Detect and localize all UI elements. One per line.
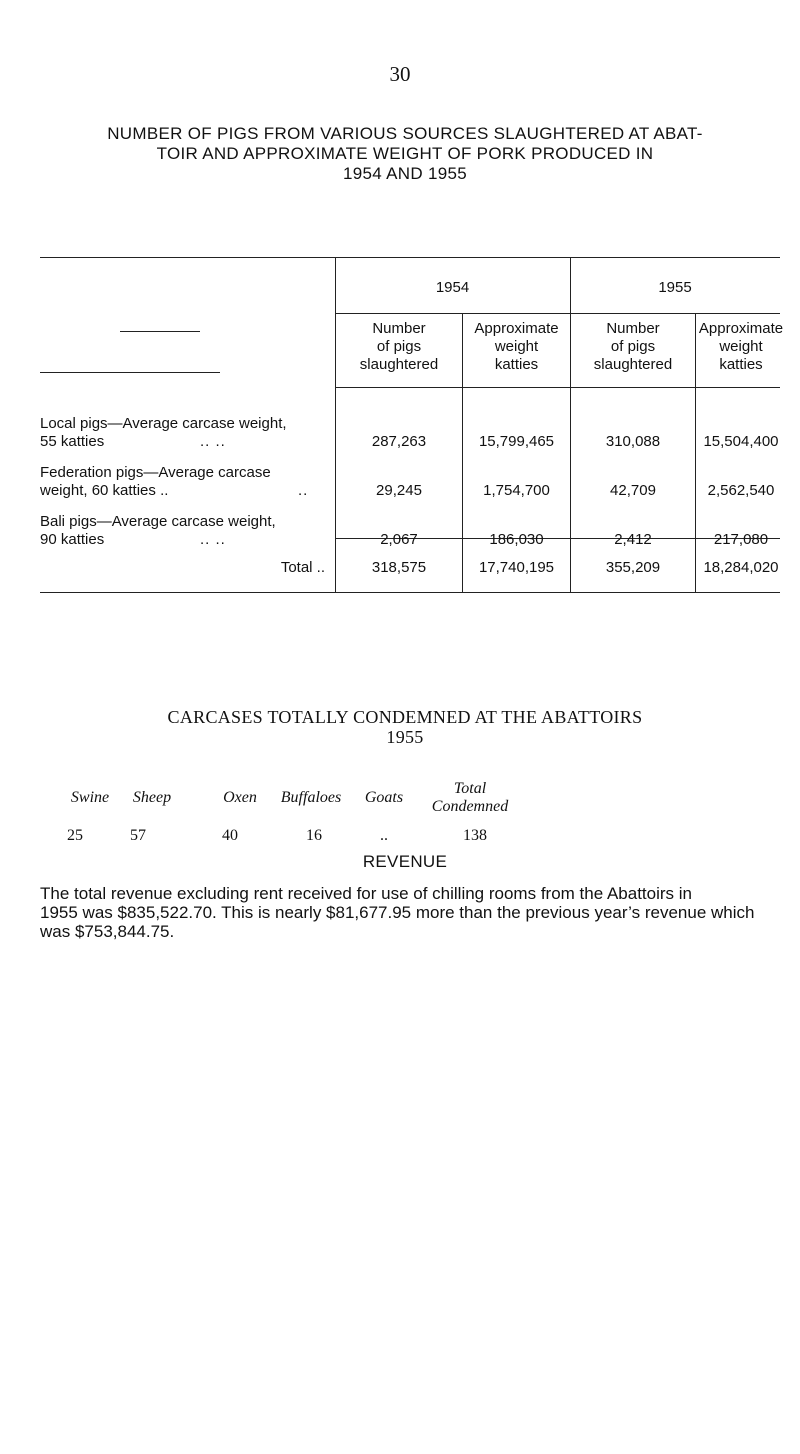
page-number: 30 (389, 62, 411, 86)
header-bottom-rule-left (40, 372, 220, 373)
condemned-table (0, 780, 800, 844)
col-header-weight-1954: Approximate weight katties (474, 320, 559, 373)
cell-total-weight-1955: 18,284,020 (703, 559, 779, 576)
title-line-2: TOIR AND APPROXIMATE WEIGHT OF PORK PRODUCED IN (156, 144, 654, 163)
cell-bali-weight-1954: 186,030 (489, 531, 544, 548)
revenue-title: REVENUE (362, 852, 448, 871)
cell-local-number-1954: 287,263 (371, 433, 427, 450)
title-line-1: NUMBER OF PIGS FROM VARIOUS SOURCES SLAUGHTERED AT ABAT- (107, 124, 703, 143)
total-label: Total .. (280, 559, 325, 576)
col-header-number-1954: Number of pigs slaughtered (359, 320, 439, 373)
header-sheep: Sheep (132, 789, 172, 806)
header-goats: Goats (364, 789, 404, 806)
cell-bali-weight-1955: 217,080 (713, 531, 769, 548)
year-1955: 1955 (658, 279, 692, 296)
value-buffaloes: 16 (306, 827, 322, 844)
revenue-paragraph (40, 884, 780, 941)
value-swine: 25 (67, 827, 83, 844)
cell-total-number-1954: 318,575 (371, 559, 427, 576)
header-swine: Swine (70, 789, 110, 806)
cell-federation-weight-1955: 2,562,540 (707, 482, 775, 499)
header-buffaloes: Buffaloes (280, 789, 342, 806)
cell-bali-number-1954: 2,067 (380, 531, 418, 548)
revenue-line-2: 1955 was $835,522.70. This is nearly $81,677.95 more than the previous year’s revenue which (40, 903, 755, 922)
header-left-rule (120, 331, 200, 332)
header-bottom-rule (335, 387, 780, 388)
cell-federation-number-1954: 29,245 (376, 482, 422, 499)
col-header-number-1955: Number of pigs slaughtered (593, 320, 673, 373)
header-condemned: Condemned (431, 798, 509, 815)
condemned-title-line-2: 1955 (386, 727, 424, 747)
cell-bali-number-1955: 2,412 (614, 531, 652, 548)
cell-federation-number-1955: 42,709 (610, 482, 656, 499)
pigs-table (40, 257, 784, 607)
row-label-federation-pigs: Federation pigs—Average carcase weight, 60 katties .. .. (40, 464, 309, 499)
condemned-title-line-1: CARCASES TOTALLY CONDEMNED AT THE ABATTOIRS (167, 707, 643, 727)
pigs-table-title (40, 124, 770, 184)
value-total-condemned: 138 (463, 827, 487, 844)
cell-total-weight-1954: 17,740,195 (478, 559, 555, 576)
value-oxen: 40 (222, 827, 238, 844)
header-total: Total (453, 780, 487, 797)
revenue-line-3: was $753,844.75. (40, 922, 175, 941)
year-1954: 1954 (435, 279, 470, 296)
row-label-bali-pigs: Bali pigs—Average carcase weight, 90 katties .. .. (40, 513, 276, 548)
cell-federation-weight-1954: 1,754,700 (483, 482, 550, 499)
cell-local-weight-1955: 15,504,400 (703, 433, 779, 450)
col-header-weight-1955: Approximate weight katties (698, 320, 784, 373)
cell-total-number-1955: 355,209 (605, 559, 661, 576)
row-label-local-pigs: Local pigs—Average carcase weight, 55 katties .. .. (40, 415, 287, 450)
revenue-line-1: The total revenue excluding rent received for use of chilling rooms from the Abattoirs in (40, 884, 693, 903)
table-bottom-rule (40, 592, 780, 593)
value-sheep: 57 (130, 827, 146, 844)
value-goats: .. (380, 827, 388, 844)
condemned-title (40, 707, 770, 747)
cell-local-number-1955: 310,088 (605, 433, 661, 450)
year-under-rule (335, 313, 780, 314)
table-top-rule (40, 257, 780, 258)
cell-local-weight-1954: 15,799,465 (478, 433, 555, 450)
title-line-3: 1954 AND 1955 (343, 164, 467, 183)
header-oxen: Oxen (223, 789, 257, 806)
